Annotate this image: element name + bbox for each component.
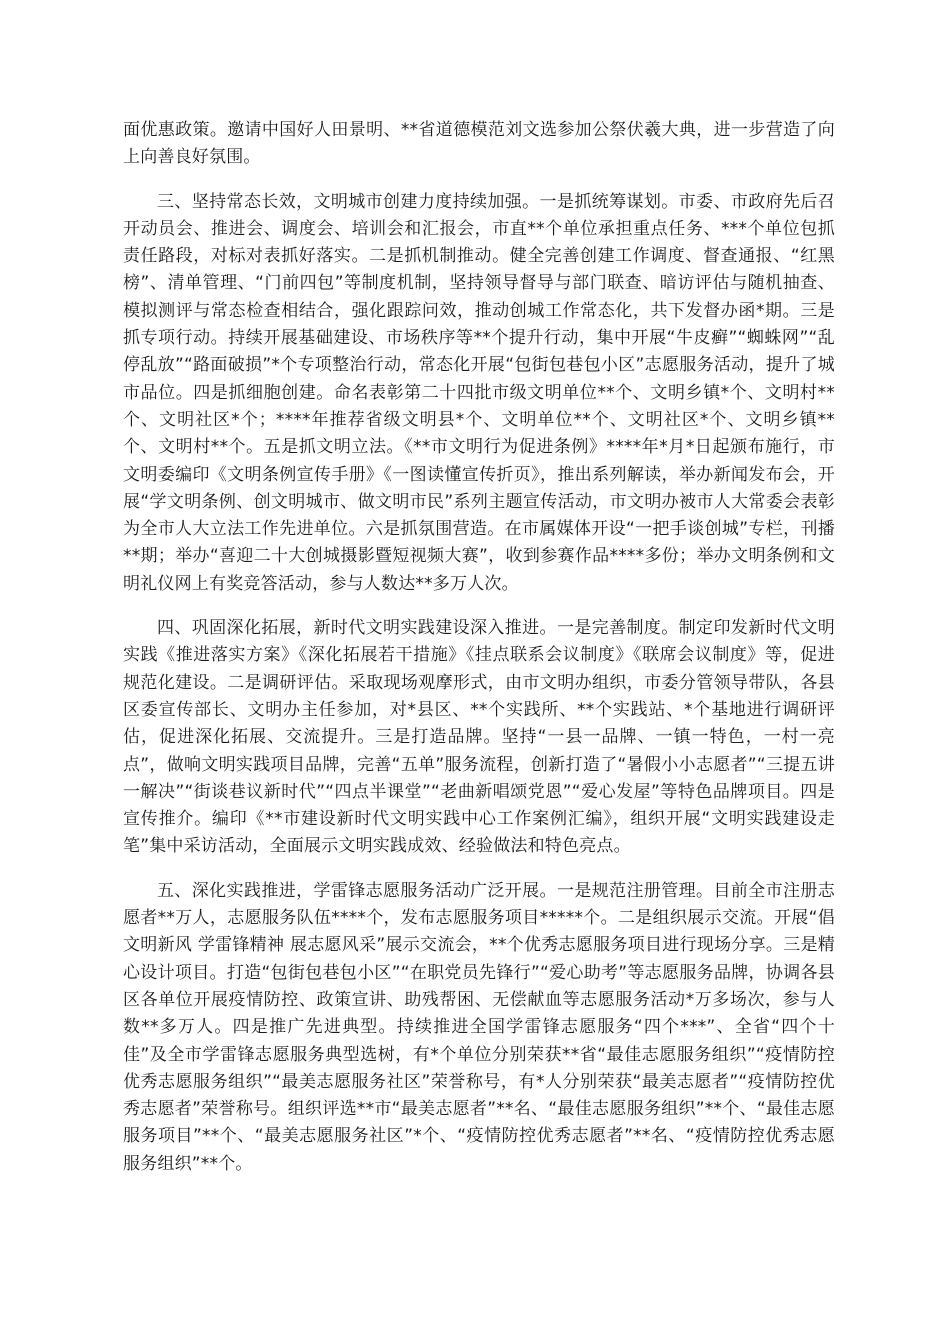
- paragraph-section-three: 三、坚持常态长效，文明城市创建力度持续加强。一是抓统筹谋划。市委、市政府先后召开动员会、推进会、调度会、培训会和汇报会，市直**个单位承担重点任务、***个单位包抓责任路段，对标对表抓好落实。二是抓机制推动。健全完善创建工作调度、督查通报、“红黑榜”、清单管理、“门前四包”等制度机制，坚持领导督导与部门联查、暗访评估与随机抽查、模拟测评与常态检查相结合，强化跟踪问效，推动创城工作常态化，共下发督办函*期。三是抓专项行动。持续开展基础建设、市场秩序等**个提升行动，集中开展“牛皮癣”“蜘蛛网”“乱停乱放”“路面破损”*个专项整治行动，常态化开展“包街包巷包小区”志愿服务活动，提升了城市品位。四是抓细胞创建。命名表彰第二十四批市级文明单位**个、文明乡镇*个、文明村**个、文明社区*个；****年推荐省级文明县*个、文明单位**个、文明社区*个、文明乡镇**个、文明村**个。五是抓文明立法。《**市文明行为促进条例》****年*月*日起颁布施行，市文明委编印《文明条例宣传手册》《一图读懂宣传折页》，推出系列解读，举办新闻发布会，开展“学文明条例、创文明城市、做文明市民”系列主题宣传活动，市文明办被市人大常委会表彰为全市人大立法工作先进单位。六是抓氛围营造。在市属媒体开设“一把手谈创城”专栏，刊播**期；举办“喜迎二十大创城摄影暨短视频大赛”，收到参赛作品****多份；举办文明条例和文明礼仪网上有奖竞答活动，参与人数达**多万人次。: [123, 191, 835, 594]
- document-page: [123, 117, 835, 1195]
- paragraph-section-four: 四、巩固深化拓展，新时代文明实践建设深入推进。一是完善制度。制定印发新时代文明实践《推进落实方案》《深化拓展若干措施》《挂点联系会议制度》《联席会议制度》等，促进规范化建设。二是调研评估。采取现场观摩形式，由市文明办组织，市委分管领导带队，各县区委宣传部长、文明办主任参加，对*县区、**个实践所、**个实践站、*个基地进行调研评估，促进深化拓展、交流提升。三是打造品牌。坚持“一县一品牌、一镇一特色，一村一亮点”，做响文明实践项目品牌，完善“五单”服务流程，创新打造了“暑假小小志愿者”“三提五讲一解决”“街谈巷议新时代”“四点半课堂”“老曲新唱颂党恩”“爱心发屋”等特色品牌项目。四是宣传推介。编印《**市建设新时代文明实践中心工作案例汇编》，组织开展“文明实践建设走笔”集中采访活动，全面展示文明实践成效、经验做法和特色亮点。: [123, 618, 835, 857]
- paragraph-section-five: 五、深化实践推进，学雷锋志愿服务活动广泛开展。一是规范注册管理。目前全市注册志愿者**万人，志愿服务队伍****个，发布志愿服务项目*****个。二是组织展示交流。开展“倡文明新风 学雷锋精神 展志愿风采”展示交流会，**个优秀志愿服务项目进行现场分享。三是精心设计项目。打造“包街包巷包小区”“在职党员先锋行”“爱心助考”等志愿服务品牌，协调各县区各单位开展疫情防控、政策宣讲、助残帮困、无偿献血等志愿服务活动*万多场次，参与人数**多万人。四是推广先进典型。持续推进全国学雷锋志愿服务“四个***”、全省“四个十佳”及全市学雷锋志愿服务典型选树，有*个单位分别荣获**省“最佳志愿服务组织”“疫情防控优秀志愿服务组织”“最美志愿服务社区”荣誉称号，有*人分别荣获“最美志愿者”“疫情防控优秀志愿者”荣誉称号。组织评选**市“最美志愿者”**名、“最佳志愿服务组织”**个、“最佳志愿服务项目”**个、“最美志愿服务社区”*个、“疫情防控优秀志愿者”**名、“疫情防控优秀志愿服务组织”**个。: [123, 880, 835, 1174]
- paragraph-continuation: 面优惠政策。邀请中国好人田景明、**省道德模范刘文选参加公祭伏羲大典，进一步营造了向上向善良好氛围。: [123, 120, 835, 168]
